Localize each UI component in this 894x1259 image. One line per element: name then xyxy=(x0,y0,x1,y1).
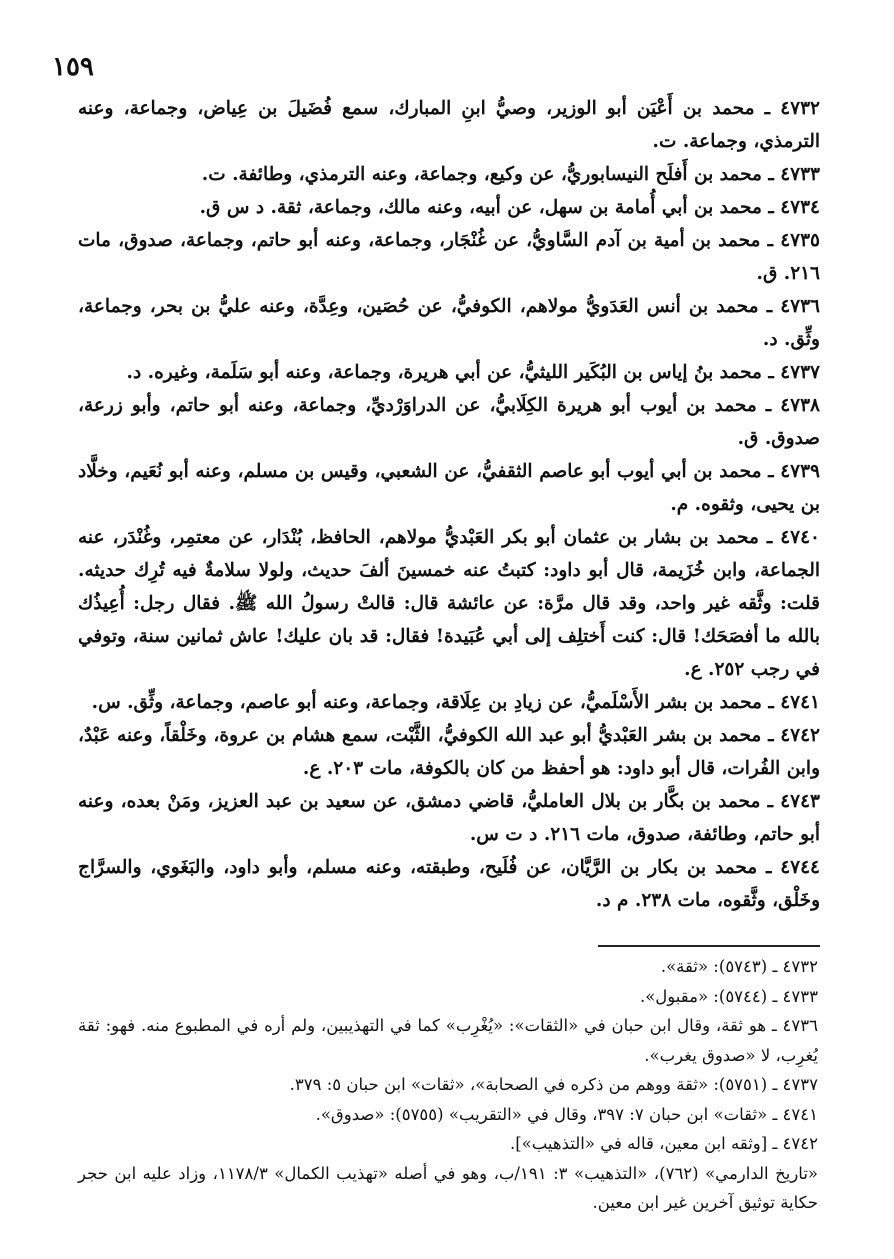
entry-4738: ٤٧٣٨ ـ محمد بن أيوب أبو هريرة الكِلَابيُّ، عن الدراوَرْديِّ، وجماعة، وعنه أبو حاتم، وأبو زرعة، صدوق. ق. xyxy=(78,395,820,449)
entry-4736: ٤٧٣٦ ـ محمد بن أنس العَدَويُّ مولاهم، الكوفيُّ، عن حُصَين، وعِدَّة، وعنه عليُّ بن بحر، وجماعة، وثِّق. د. xyxy=(78,296,820,350)
entry-4743: ٤٧٤٣ ـ محمد بن بكَّار بن بلال العامليُّ، قاضي دمشق، عن سعيد بن عبد العزيز، ومَنْ بعده، وعنه أبو حاتم، وطائفة، صدوق، مات ٢١٦. د ت س. xyxy=(78,791,820,845)
footnote-4737: ٤٧٣٧ ـ (٥٧٥١): «ثقة ووهم من ذكره في الصحابة»، «ثقات» ابن حبان ٥: ٣٧٩. xyxy=(289,1075,818,1094)
footnotes xyxy=(78,952,818,1218)
footnote-continuation: «تاريخ الدارمي» (٧٦٢)، «التذهيب» ٣: ١٩١/ب، وهو في أصله «تهذيب الكمال» ١١٧٨/٣، وزاد عليه ابن حجر حكاية توثيق آخرين غير ابن معين. xyxy=(78,1163,819,1212)
entry-4740: ٤٧٤٠ ـ محمد بن بشار بن عثمان أبو بكر العَبْديُّ مولاهم، الحافظ، بُنْدَار، عن معتمِر، وغُنْدَر، عنه الجماعة، وابن خُزَيمة، قال أبو داود: كتبتُ عنه خمسينَ ألفَ حديث، ولولا سلامةٌ فيه تُرِك حديثه. قلت: وثَّقه غير واحد، وقد قال مرَّة: عن عائشة قال: قالتْ رسولُ الله ﷺ. فقال رجل: أُعِيذُك بالله ما أفصَحَك! قال: كنت أَختلِف إلى أبي عُبَيدة! فقال: قد بان عليك! عاش ثمانين سنة، وتوفي في رجب ٢٥٢. ع. xyxy=(78,527,820,680)
entry-4737: ٤٧٣٧ ـ محمد بنُ إياس بن البُكَير الليثيُّ، عن أبي هريرة، وجماعة، وعنه أبو سَلَمة، وغيره. د. xyxy=(126,362,820,383)
footnote-4736: ٤٧٣٦ ـ هو ثقة، وقال ابن حبان في «الثقات»: «يُغْرِب» كما في التهذيبين، ولم أره في المطبوع منه. فهو: ثقة يُغرِب، لا «صدوق يغرب». xyxy=(78,1016,818,1065)
entry-4735: ٤٧٣٥ ـ محمد بن أمية بن آدم السَّاويُّ، عن غُنْجَار، وجماعة، وعنه أبو حاتم، وجماعة، صدوق، مات ٢١٦. ق. xyxy=(78,230,820,284)
footnote-4741: ٤٧٤١ ـ «ثقات» ابن حبان ٧: ٣٩٧، وقال في «التقريب» (٥٧٥٥): «صدوق». xyxy=(315,1104,818,1124)
main-text xyxy=(78,92,820,917)
footnote-4732: ٤٧٣٢ ـ (٥٧٤٣): «ثقة». xyxy=(660,957,818,976)
entry-4741: ٤٧٤١ ـ محمد بن بشر الأَسْلَميُّ، عن زيادِ بن عِلَاقة، وجماعة، وعنه أبو عاصم، وجماعة، وثِّق. س. xyxy=(91,692,820,713)
entry-4732: ٤٧٣٢ ـ محمد بن أَعْيَن أبو الوزير، وصيُّ ابنِ المبارك، سمع فُضَيلَ بن عِياض، وجماعة، وعنه الترمذي، وجماعة. ت. xyxy=(78,98,820,152)
footnote-4733: ٤٧٣٣ ـ (٥٧٤٤): «مقبول». xyxy=(639,986,818,1006)
entry-4733: ٤٧٣٣ ـ محمد بن أَفلَح النيسابوريُّ، عن وكيع، وجماعة، وعنه الترمذي، وطائفة. ت. xyxy=(201,164,820,185)
entry-4742: ٤٧٤٢ ـ محمد بن بشر العَبْديُّ أبو عبد الله الكوفيُّ، الثَّبْت، سمع هشام بن عروة، وخَلْقاً، وعنه عَبْدٌ، وابن الفُرات، قال أبو داود: هو أحفظ من كان بالكوفة، مات ٢٠٣. ع. xyxy=(78,725,820,779)
footnote-4742: ٤٧٤٢ ـ [وثقه ابن معين، قاله في «التذهيب»]. xyxy=(509,1134,818,1153)
entry-4739: ٤٧٣٩ ـ محمد بن أبي أيوب أبو عاصم الثقفيُّ، عن الشعبي، وقيس بن مسلم، وعنه أبو نُعَيم، وخلَّاد بن يحيى، وثقوه. م. xyxy=(78,461,820,515)
entry-4744: ٤٧٤٤ ـ محمد بن بكار بن الرَّيَّان، عن فُلَيح، وطبقته، وعنه مسلم، وأبو داود، والبَغَوي، والسرَّاج وخَلْق، وثَّقوه، مات ٢٣٨. م د. xyxy=(78,857,820,911)
footnote-separator xyxy=(598,945,820,947)
page-number: ١٥٩ xyxy=(52,52,94,82)
entry-4734: ٤٧٣٤ ـ محمد بن أبي أُمامة بن سهل، عن أبيه، وعنه مالك، وجماعة، ثقة. د س ق. xyxy=(199,197,820,218)
